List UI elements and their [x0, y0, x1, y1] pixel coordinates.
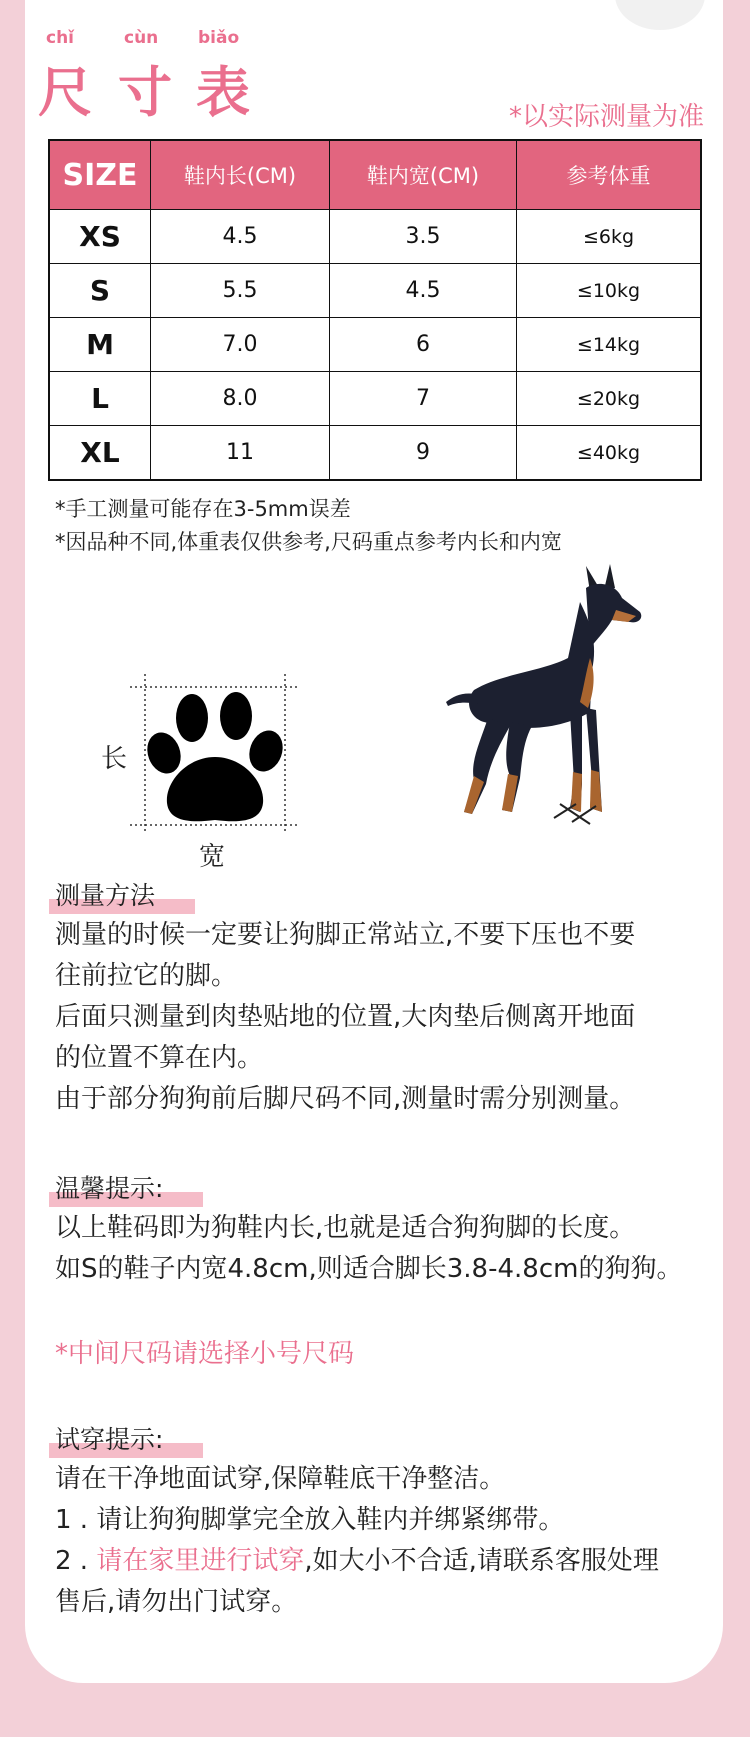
table-header-row — [49, 140, 701, 210]
tryon-line — [55, 1541, 705, 1582]
tryon-line: 1 . 请让狗狗脚掌完全放入鞋内并绑紧绑带。 — [55, 1505, 565, 1535]
doberman-dog-photo — [440, 562, 650, 842]
length-label: 长 — [101, 744, 128, 774]
measure-line: 的位置不算在内。 — [55, 1043, 264, 1073]
header-weight: 参考体重 — [517, 140, 702, 210]
size-choice-note: *中间尺码请选择小号尺码 — [55, 1339, 355, 1369]
title-char-2: 寸 — [118, 61, 172, 124]
measure-paragraph — [55, 915, 705, 1120]
tryon-heading — [55, 1420, 163, 1456]
paw-measure-diagram — [95, 670, 335, 870]
decorative-circle — [615, 0, 705, 30]
cell-size: XS — [49, 210, 151, 264]
cell-width: 9 — [330, 426, 517, 481]
measure-heading-text: 测量方法 — [55, 881, 156, 910]
cell-width: 6 — [330, 318, 517, 372]
cell-size: M — [49, 318, 151, 372]
measure-line: 往前拉它的脚。 — [55, 961, 238, 991]
tips-heading-text: 温馨提示: — [55, 1174, 164, 1203]
measure-line: 测量的时候一定要让狗脚正常站立,不要下压也不要 — [55, 920, 636, 950]
cell-length: 8.0 — [151, 372, 330, 426]
title-char-1: 尺 — [38, 61, 92, 124]
tips-line: 如S的鞋子内宽4.8cm,则适合脚长3.8-4.8cm的狗狗。 — [55, 1254, 683, 1284]
cell-width: 3.5 — [330, 210, 517, 264]
measure-note: *以实际测量为准 — [508, 102, 704, 132]
tryon-heading-text: 试穿提示: — [55, 1425, 164, 1454]
table-row — [49, 372, 701, 426]
cell-size: XL — [49, 426, 151, 481]
cell-length: 4.5 — [151, 210, 330, 264]
tryon-highlight: 请在家里进行试穿 — [96, 1546, 305, 1576]
table-row — [49, 210, 701, 264]
cell-weight: ≤14kg — [517, 318, 702, 372]
title-pinyin-3: biǎo — [198, 28, 240, 48]
cell-length: 5.5 — [151, 264, 330, 318]
cell-weight: ≤40kg — [517, 426, 702, 481]
tips-heading — [55, 1169, 163, 1205]
table-row — [49, 264, 701, 318]
breed-note: *因品种不同,体重表仅供参考,尺码重点参考内长和内宽 — [55, 530, 562, 554]
tips-line: 以上鞋码即为狗鞋内长,也就是适合狗狗脚的长度。 — [55, 1213, 636, 1243]
error-note: *手工测量可能存在3-5mm误差 — [55, 497, 351, 521]
header-size: SIZE — [49, 140, 151, 210]
size-table — [48, 139, 702, 481]
measure-line: 由于部分狗狗前后脚尺码不同,测量时需分别测量。 — [55, 1084, 636, 1114]
width-label: 宽 — [199, 842, 226, 872]
dog-icon — [440, 562, 650, 842]
tryon-line: 请在干净地面试穿,保障鞋底干净整洁。 — [55, 1464, 506, 1494]
cell-size: L — [49, 372, 151, 426]
cell-length: 11 — [151, 426, 330, 481]
measure-heading — [55, 876, 155, 912]
measure-line: 后面只测量到肉垫贴地的位置,大肉垫后侧离开地面 — [55, 1002, 636, 1032]
cell-weight: ≤10kg — [517, 264, 702, 318]
tips-paragraph — [55, 1208, 705, 1290]
title-pinyin-1: chǐ — [46, 28, 75, 48]
cell-length: 7.0 — [151, 318, 330, 372]
tryon-paragraph — [55, 1459, 705, 1623]
cell-weight: ≤20kg — [517, 372, 702, 426]
table-row — [49, 426, 701, 481]
cell-size: S — [49, 264, 151, 318]
title-char-3: 表 — [196, 61, 250, 124]
cell-width: 4.5 — [330, 264, 517, 318]
tryon-line-rest: ,如大小不合适,请联系客服处理 — [304, 1546, 659, 1576]
header-length: 鞋内长(CM) — [151, 140, 330, 210]
title-pinyin-2: cùn — [124, 28, 159, 48]
header-width: 鞋内宽(CM) — [330, 140, 517, 210]
tryon-line: 售后,请勿出门试穿。 — [55, 1587, 298, 1617]
cell-width: 7 — [330, 372, 517, 426]
cell-weight: ≤6kg — [517, 210, 702, 264]
table-row — [49, 318, 701, 372]
tryon-line-prefix: 2 . — [55, 1546, 97, 1576]
